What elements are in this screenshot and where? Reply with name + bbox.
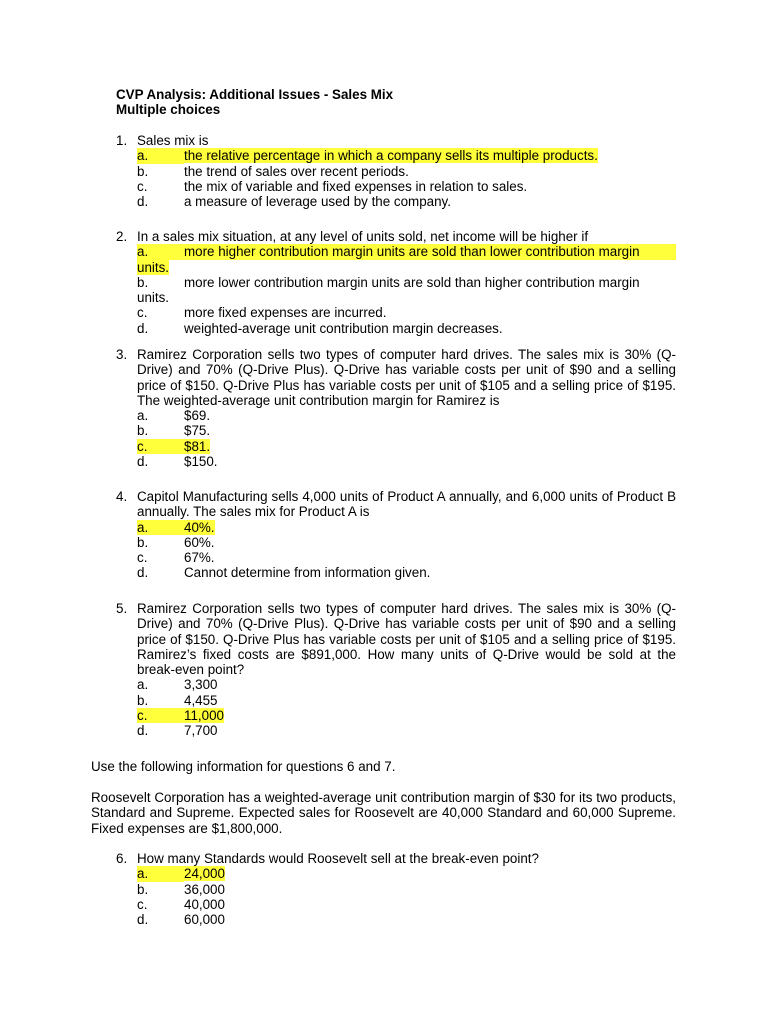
option-letter: c. — [137, 178, 148, 194]
answer-option — [137, 244, 676, 259]
option-letter: d. — [137, 565, 149, 581]
question-text: Ramirez Corporation sells two types of computer hard drives. The sales mix is 30% (Q-Drive) and 70% (Q-Drive Plus). Q-Drive has variable costs per unit of $90 and a selling price of $150. Q-Drive Plus has variable costs per unit of $105 and a selling price of $195. The weighted-average unit contribution margin for Ramirez is — [137, 347, 676, 408]
option-text: 36,000 — [184, 881, 225, 897]
option-text: 7,700 — [184, 723, 218, 739]
question-1 — [116, 133, 676, 209]
question-number: 6. — [116, 851, 128, 866]
answer-option — [137, 897, 676, 912]
option-text: more higher contribution margin units are sold than lower contribution margin — [184, 244, 640, 260]
question-text: How many Standards would Roosevelt sell at the break-even point? — [137, 851, 539, 866]
answer-option — [137, 275, 676, 290]
question-number: 1. — [116, 133, 128, 148]
option-letter: b. — [137, 423, 149, 439]
answer-option — [137, 164, 676, 179]
answer-option — [137, 520, 676, 535]
option-letter: d. — [137, 912, 149, 928]
answer-option — [137, 882, 676, 897]
answer-option — [137, 408, 676, 423]
option-text: 67%. — [184, 550, 215, 566]
option-letter: b. — [137, 163, 149, 179]
answer-option — [137, 565, 676, 580]
option-letter: a. — [137, 148, 184, 163]
option-text: the relative percentage in which a company sells its multiple products. — [184, 148, 598, 164]
answer-option — [137, 321, 676, 336]
answer-option — [137, 194, 676, 209]
option-text: 40%. — [184, 519, 215, 535]
option-text: more fixed expenses are incurred. — [184, 305, 387, 321]
instruction-text: Use the following information for questions 6 and 7. — [91, 759, 396, 774]
option-text: 60,000 — [184, 912, 225, 928]
question-number: 2. — [116, 229, 128, 244]
option-text: $69. — [184, 408, 211, 424]
answer-option — [137, 148, 676, 163]
option-letter: b. — [137, 881, 149, 897]
option-text: Cannot determine from information given. — [184, 565, 431, 581]
answer-option — [137, 550, 676, 565]
answer-option — [137, 693, 676, 708]
option-letter: d. — [137, 723, 149, 739]
option-letter: a. — [137, 520, 184, 535]
answer-option — [137, 723, 676, 738]
answer-option — [137, 454, 676, 469]
option-text: $81. — [184, 438, 211, 454]
option-letter: a. — [137, 408, 149, 424]
option-letter: c. — [137, 896, 148, 912]
answer-option — [137, 439, 676, 454]
option-letter: b. — [137, 534, 149, 550]
question-text: Ramirez Corporation sells two types of computer hard drives. The sales mix is 30% (Q-Drive) and 70% (Q-Drive Plus). Q-Drive has variable costs per unit of $90 and a selling price of $150. Q-Drive Plus has variable costs per unit of $105 and a selling price of $195. Ramirez’s fixed costs are $891,000. How many units of Q-Drive would be sold at the break-even point? — [137, 601, 676, 678]
option-text: more lower contribution margin units are sold than higher contribution margin — [184, 274, 640, 290]
answer-option — [137, 708, 676, 723]
option-text: 40,000 — [184, 896, 225, 912]
option-text: $75. — [184, 423, 211, 439]
option-letter: c. — [137, 305, 148, 321]
option-letter: c. — [137, 439, 184, 454]
option-letter: b. — [137, 692, 149, 708]
option-text: a measure of leverage used by the company. — [184, 194, 451, 210]
option-text: the trend of sales over recent periods. — [184, 163, 409, 179]
option-text: 11,000 — [184, 708, 224, 724]
question-number: 3. — [116, 347, 128, 362]
question-6 — [116, 851, 676, 927]
question-4 — [116, 489, 676, 581]
answer-option — [137, 535, 676, 550]
question-text: In a sales mix situation, at any level of units sold, net income will be higher if — [137, 229, 589, 244]
case-description: Roosevelt Corporation has a weighted-average unit contribution margin of $30 for its two products, Standard and Supreme. Expected sales for Roosevelt are 40,000 Standard and 60,000 Supreme. Fixed expenses are $1,800,000. — [91, 790, 676, 836]
option-text-continued: units. — [137, 259, 170, 275]
question-text: Capitol Manufacturing sells 4,000 units of Product A annually, and 6,000 units of Product B annually. The sales mix for Product A is — [137, 489, 676, 520]
question-text: Sales mix is — [137, 133, 209, 148]
option-text: weighted-average unit contribution margin decreases. — [184, 320, 503, 336]
question-3 — [116, 347, 676, 469]
answer-option — [137, 866, 676, 881]
option-text: the mix of variable and fixed expenses in relation to sales. — [184, 178, 528, 194]
page-title: CVP Analysis: Additional Issues - Sales Mix — [116, 87, 394, 102]
option-letter: a. — [137, 244, 149, 260]
option-letter: a. — [137, 866, 184, 881]
option-text: 3,300 — [184, 677, 218, 693]
option-text: $150. — [184, 454, 218, 470]
option-text: 60%. — [184, 534, 215, 550]
option-letter: c. — [137, 708, 184, 723]
answer-option — [137, 305, 676, 320]
option-text: 24,000 — [184, 866, 225, 882]
option-letter: d. — [137, 454, 149, 470]
option-text-continued: units. — [137, 290, 170, 306]
question-5 — [116, 601, 676, 739]
option-letter: b. — [137, 274, 149, 290]
option-letter: d. — [137, 320, 149, 336]
option-text: 4,455 — [184, 692, 218, 708]
answer-option — [137, 423, 676, 438]
option-letter: d. — [137, 194, 149, 210]
option-letter: c. — [137, 550, 148, 566]
option-letter: a. — [137, 677, 149, 693]
page-subtitle: Multiple choices — [116, 102, 221, 117]
answer-option — [137, 912, 676, 927]
question-number: 4. — [116, 489, 128, 504]
question-number: 5. — [116, 601, 128, 616]
answer-option — [137, 677, 676, 692]
answer-option — [137, 179, 676, 194]
question-2 — [116, 229, 676, 336]
